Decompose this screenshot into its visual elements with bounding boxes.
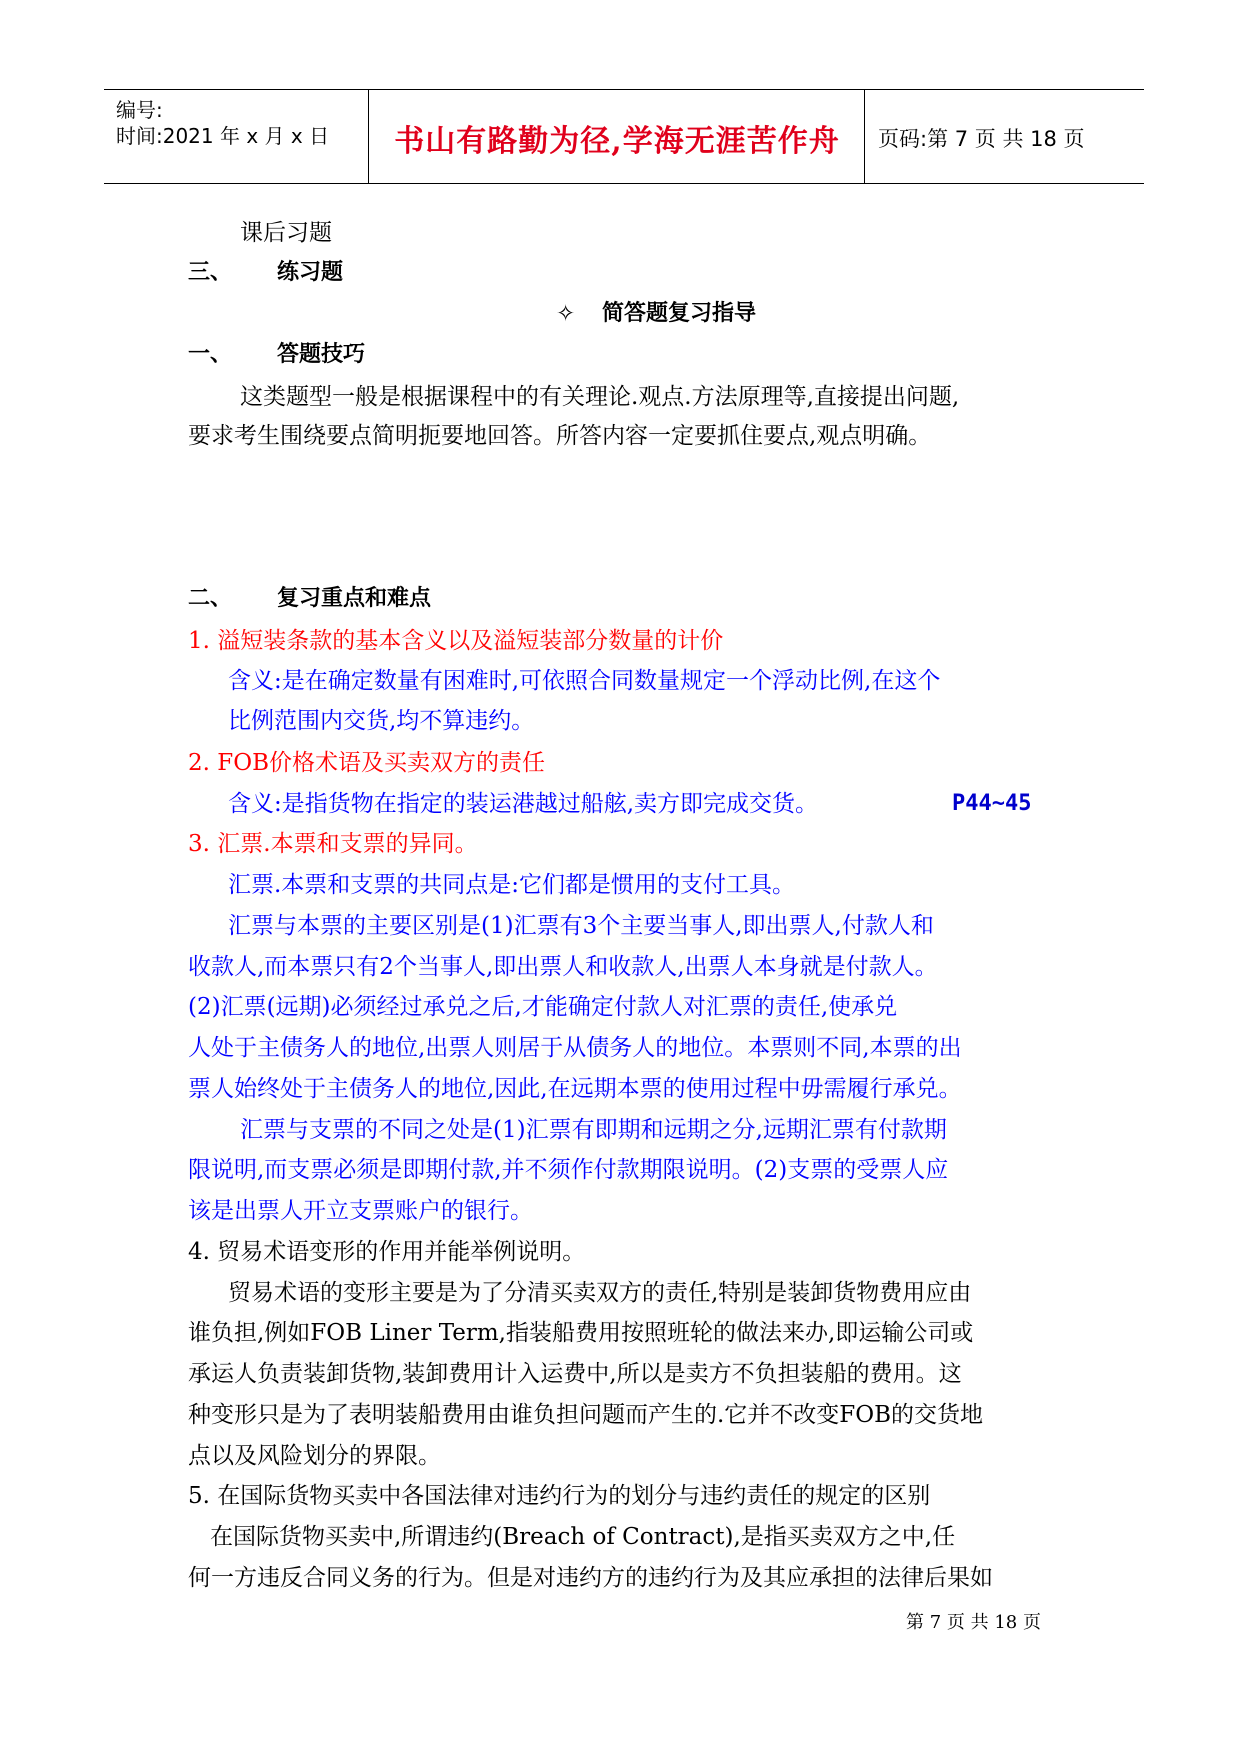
answer-3-line: 收款人,而本票只有2个当事人,即出票人和收款人,出票人本身就是付款人。 [188,954,938,980]
section1-title: 答题技巧 [277,342,366,367]
header-meta-cell [104,90,369,183]
answer-3-line: 汇票与支票的不同之处是(1)汇票有即期和远期之分,远期汇票有付款期 [240,1117,947,1143]
section3-title: 练习题 [277,260,344,285]
answer-4-line: 承运人负责装卸货物,装卸费用计入运费中,所以是卖方不负担装船的费用。这 [188,1361,962,1387]
answer-5-line: 何一方违反合同义务的行为。但是对违约方的违约行为及其应承担的法律后果如 [188,1565,993,1591]
number-label: 编号: [116,98,163,122]
after-class-heading: 课后习题 [240,220,332,246]
answer-2-page-ref: P44~45 [952,791,1032,816]
section2-number: 二、 [188,586,233,611]
section1-number: 一、 [188,342,233,367]
answer-3-line: 汇票.本票和支票的共同点是:它们都是惯用的支付工具。 [228,872,796,898]
question-4: 4. 贸易术语变形的作用并能举例说明。 [188,1239,586,1265]
question-3: 3. 汇票.本票和支票的异同。 [188,831,478,857]
answer-3-line: 票人始终处于主债务人的地位,因此,在远期本票的使用过程中毋需履行承兑。 [188,1076,962,1102]
intro-line: 这类题型一般是根据课程中的有关理论.观点.方法原理等,直接提出问题, [240,384,960,410]
time-label: 时间:2021 年 x 月 x 日 [116,124,330,148]
answer-3-line: 汇票与本票的主要区别是(1)汇票有3个主要当事人,即出票人,付款人和 [228,913,934,939]
question-2: 2. FOB价格术语及买卖双方的责任 [188,750,545,776]
answer-3-line: 限说明,而支票必须是即期付款,并不须作付款期限说明。(2)支票的受票人应 [188,1157,949,1183]
answer-3-line: 人处于主债务人的地位,出票人则居于从债务人的地位。本票则不同,本票的出 [188,1035,962,1061]
answer-1-line: 比例范围内交货,均不算违约。 [228,708,535,734]
answer-4-line: 贸易术语的变形主要是为了分清买卖双方的责任,特别是装卸货物费用应由 [228,1280,972,1306]
diamond-icon: ✧ [556,301,576,327]
answer-4-line: 点以及风险划分的界限。 [188,1443,441,1469]
page-header [104,89,1144,184]
answer-2: 含义:是指货物在指定的装运港越过船舷,卖方即完成交货。 [228,791,819,817]
answer-1-line: 含义:是在确定数量有困难时,可依照合同数量规定一个浮动比例,在这个 [228,668,941,694]
answer-5-line: 在国际货物买卖中,所谓违约(Breach of Contract),是指买卖双方之中,任 [210,1524,956,1550]
question-1: 1. 溢短装条款的基本含义以及溢短装部分数量的计价 [188,628,724,654]
page-info: 页码:第 7 页 共 18 页 [878,127,1085,151]
question-5: 5. 在国际货物买卖中各国法律对违约行为的划分与违约责任的规定的区别 [188,1483,931,1509]
answer-3-line: 该是出票人开立支票账户的银行。 [188,1198,533,1224]
section3-number: 三、 [188,260,233,285]
answer-4-line: 谁负担,例如FOB Liner Term,指装船费用按照班轮的做法来办,即运输公司或 [188,1320,974,1346]
header-page-cell [866,90,1144,183]
page-footer: 第 7 页 共 18 页 [906,1612,1041,1633]
header-motto-cell [370,90,865,183]
answer-3-line: (2)汇票(远期)必须经过承兑之后,才能确定付款人对汇票的责任,使承兑 [188,994,898,1020]
intro-line: 要求考生围绕要点简明扼要地回答。所答内容一定要抓住要点,观点明确。 [188,423,932,449]
answer-4-line: 种变形只是为了表明装船费用由谁负担问题而产生的.它并不改变FOB的交货地 [188,1402,984,1428]
guide-title: 简答题复习指导 [602,301,757,326]
motto: 书山有路勤为径,学海无涯苦作舟 [394,124,840,159]
section2-title: 复习重点和难点 [277,586,432,611]
